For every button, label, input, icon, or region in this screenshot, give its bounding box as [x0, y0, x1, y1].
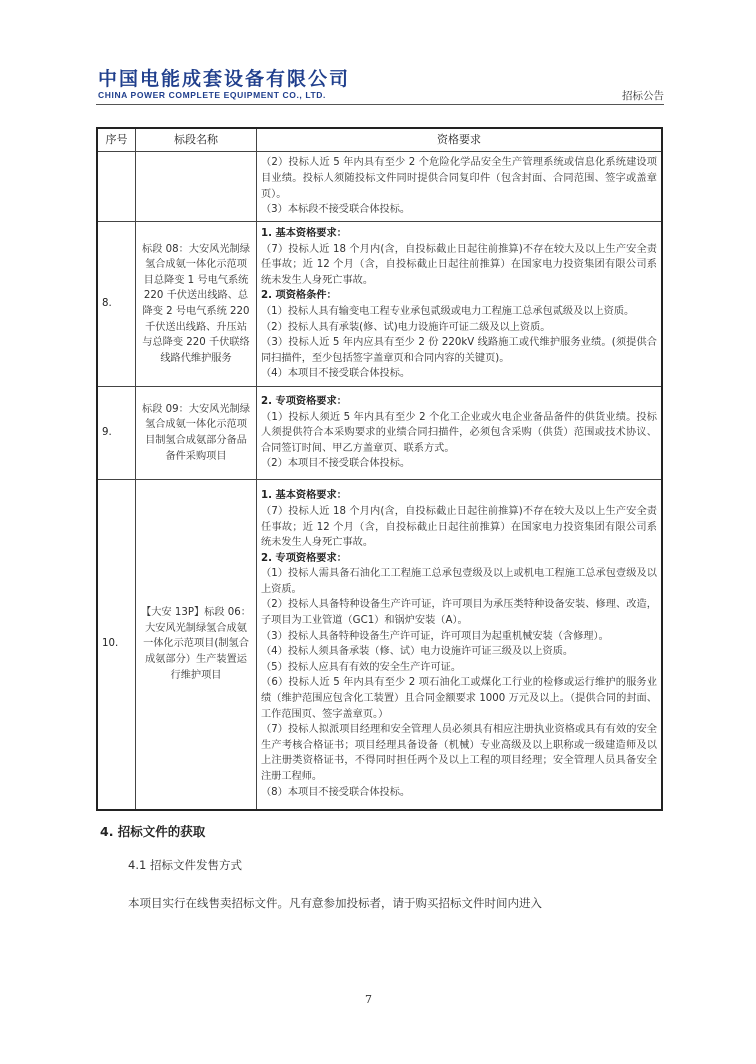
qualification-table: [96, 127, 663, 811]
table-row: [97, 480, 662, 810]
requirement-item: （1）投标人具有输变电工程专业承包贰级或电力工程施工总承包贰级及以上资质。: [261, 306, 635, 317]
requirements-cell: [257, 222, 663, 387]
column-header-name: 标段名称: [136, 128, 257, 152]
requirement-item: （2）投标人近 5 年内具有至少 2 个危险化学品安全生产管理系统或信息化系统建设项目业绩。投标人须随投标文件同时提供合同复印件（包含封面、合同范围、签字或盖章页）。: [261, 157, 657, 200]
requirement-item: （2）本项目不接受联合体投标。: [261, 458, 411, 470]
company-logo-cn: 中国电能成套设备有限公司: [98, 68, 351, 90]
requirement-item: （1）投标人需具备石油化工工程施工总承包壹级及以上或机电工程施工总承包壹级及以上资质。: [261, 568, 657, 595]
requirement-heading: 2. 项资格条件：: [261, 290, 337, 302]
requirement-item: （4）投标人须具备承装（修、试）电力设施许可证三级及以上资质。: [261, 646, 574, 658]
page-header: [96, 68, 664, 105]
lot-name: 标段 08：大安风光制绿氢合成氨一体化示范项目总降变 1 号电气系统 220 千伏送出线路、总降变 2 号电气系统 220 千伏送出线路、升压站与总降变 220 千伏联络线路代维护服务: [136, 222, 257, 387]
lot-name: 标段 09：大安风光制绿氢合成氨一体化示范项目制氢合成氨部分备品备件采购项目: [136, 387, 257, 480]
table-row: [97, 387, 662, 480]
section-title: 4. 招标文件的获取: [100, 824, 206, 839]
column-header-no: 序号: [97, 128, 136, 152]
requirement-item: （4）本项目不接受联合体投标。: [261, 368, 411, 380]
requirement-item: （5）投标人应具有有效的安全生产许可证。: [261, 661, 462, 673]
table-row: [97, 222, 662, 387]
requirement-item: （2）投标人具备特种设备生产许可证，许可项目为承压类特种设备安装、修理、改造，子项目为工业管道（GC1）和锅炉安装（A）。: [261, 599, 657, 627]
requirement-item: （2）投标人具有承装(修、试)电力设施许可证二级及以上资质。: [261, 321, 551, 333]
row-number: 8.: [97, 222, 136, 387]
column-header-requirements: 资格要求: [257, 128, 663, 152]
requirement-heading: 2. 专项资格要求：: [261, 552, 347, 564]
requirement-item: （7）投标人近 18 个月内(含，自投标截止日起往前推算)不存在较大及以上生产安全责任事故；近 12 个月（含，自投标截止日起往前推算）在国家电力投资集团有限公司系统未发生人身死亡事故。: [261, 505, 657, 549]
lot-name: [136, 152, 257, 222]
lot-name: 【大安 13P】标段 06：大安风光制绿氢合成氨一体化示范项目(制氢合成氨部分）生产装置运行维护项目: [136, 480, 257, 810]
row-number: 9.: [97, 387, 136, 480]
requirements-cell: [257, 480, 663, 810]
requirements-cell: [257, 152, 663, 222]
requirement-item: （3）投标人具备特种设备生产许可证，许可项目为起重机械安装（含修理）。: [261, 630, 609, 642]
requirement-heading: 1. 基本资格要求：: [261, 490, 347, 502]
table-row: [97, 152, 662, 222]
table-header-row: [97, 128, 662, 152]
requirement-item: （7）投标人近 18 个月内(含，自投标截止日起往前推算)不存在较大及以上生产安全责任事故；近 12 个月（含，自投标截止日起往前推算）在国家电力投资集团有限公司系统未发生人身死亡事故。: [261, 243, 657, 286]
requirement-heading: 2. 专项资格要求：: [261, 396, 347, 408]
requirement-item: （7）投标人拟派项目经理和安全管理人员必须具有相应注册执业资格或具有有效的安全生产考核合格证书；项目经理具备设备（机械）专业高级及以上职称或一级建造师及以上注册类资格证书，不得同时担任两个及以上工程的项目经理；安全管理人员具备安全注册工程师。: [261, 724, 657, 782]
section-subtitle: 4.1 招标文件发售方式: [128, 858, 242, 872]
document-type-label: 招标公告: [622, 90, 664, 102]
requirement-heading: 1. 基本资格要求：: [261, 228, 347, 240]
page-number: 7: [365, 993, 372, 1006]
requirement-item: （3）投标人近 5 年内应具有至少 2 份 220kV 线路施工或代维护服务业绩。(须提供合同扫描件，至少包括签字盖章页和合同内容的关键页)。: [261, 337, 657, 364]
requirements-cell: [257, 387, 663, 480]
row-number: 10.: [97, 480, 136, 810]
section-paragraph: 本项目实行在线售卖招标文件。凡有意参加投标者，请于购买招标文件时间内进入: [128, 896, 542, 910]
requirement-item: （8）本项目不接受联合体投标。: [261, 786, 411, 798]
company-logo-en: CHINA POWER COMPLETE EQUIPMENT CO., LTD.: [98, 90, 326, 100]
requirement-item: （1）投标人须近 5 年内具有至少 2 个化工企业或火电企业备品备件的供货业绩。投标人须提供符合本采购要求的业绩合同扫描件，必须包含采购（供货）范围或技术协议、合同签订时间、甲乙方盖章页、联系方式。: [261, 411, 657, 454]
requirement-item: （3）本标段不接受联合体投标。: [261, 204, 411, 216]
row-number: [97, 152, 136, 222]
requirement-item: （6）投标人近 5 年内具有至少 2 项石油化工或煤化工行业的检修或运行维护的服务业绩（维护范围应包含化工装置）且合同金额要求 1000 万元及以上。（提供合同的封面、工作范围页、签字盖章页。）: [261, 677, 657, 720]
